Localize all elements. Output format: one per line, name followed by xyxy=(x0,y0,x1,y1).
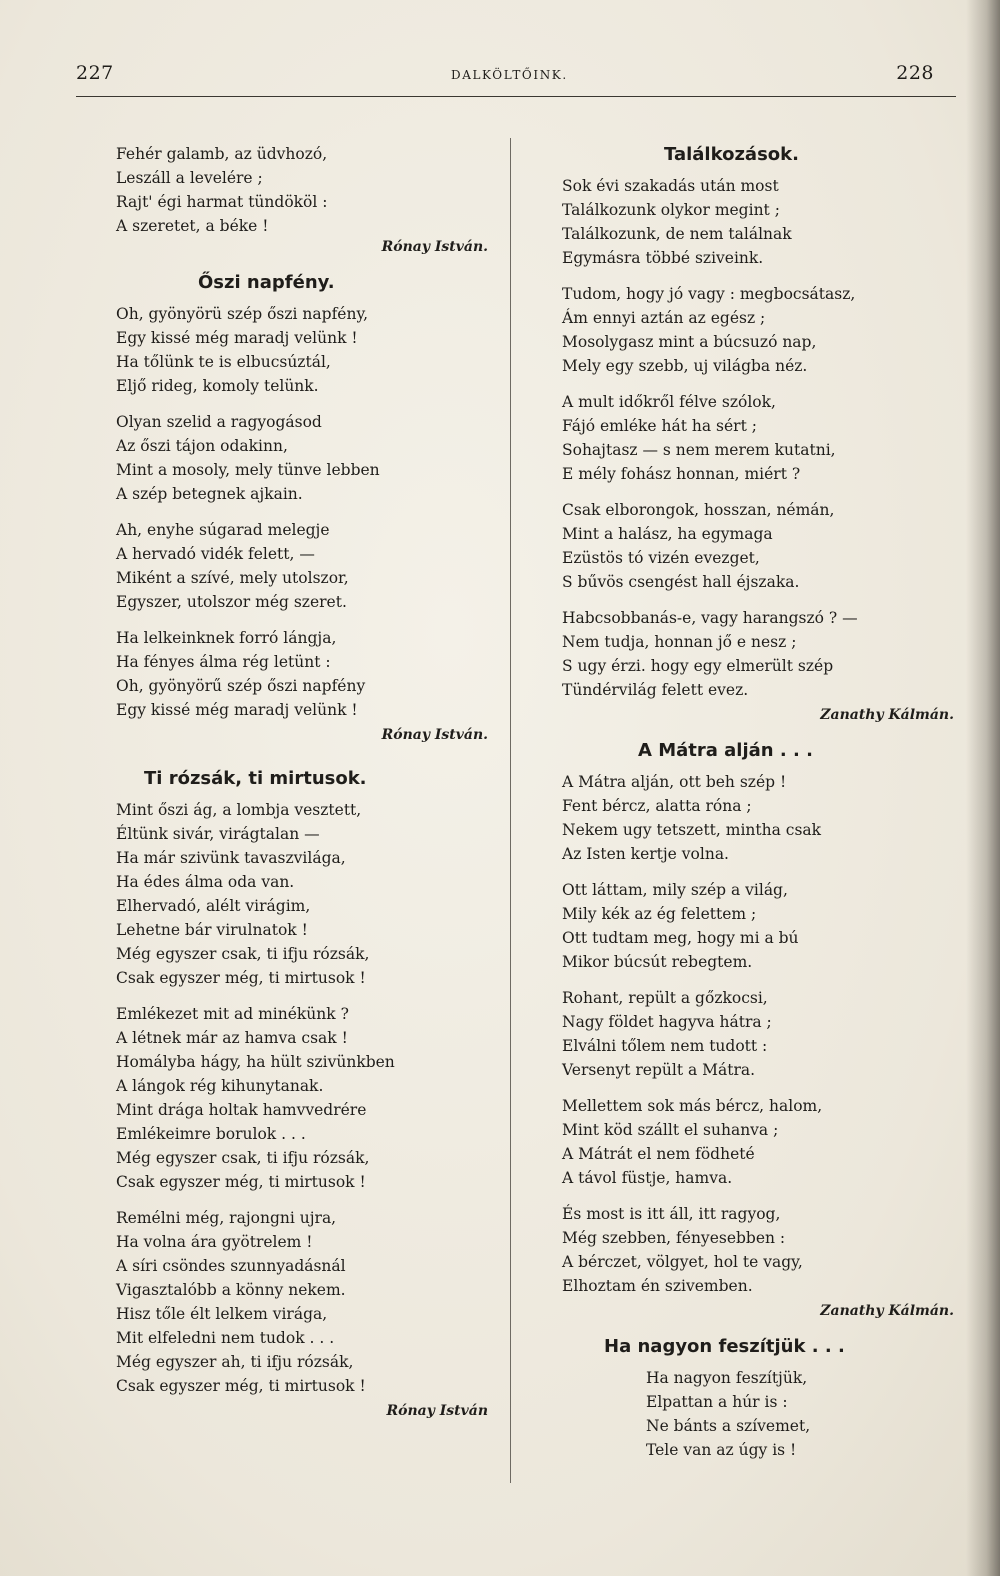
verse-line: Az Isten kertje volna. xyxy=(562,845,729,863)
intro-stanza xyxy=(116,142,488,238)
verse-line: Elpattan a húr is : xyxy=(646,1393,788,1411)
verse-line: Fájó emléke hát ha sért ; xyxy=(562,417,757,435)
running-head: DALKÖLTŐINK. xyxy=(451,68,568,82)
verse-line: S bűvös csengést hall éjszaka. xyxy=(562,573,800,591)
verse-line: Nekem ugy tetszett, mintha csak xyxy=(562,821,822,839)
verse-line: Oh, gyönyörü szép őszi napfény, xyxy=(116,305,369,323)
poem-title: Őszi napfény. xyxy=(198,272,335,293)
poem-stanza xyxy=(116,1206,488,1398)
verse-line: S ugy érzi. hogy egy elmerült szép xyxy=(562,657,834,675)
verse-line: Még egyszer csak, ti ifju rózsák, xyxy=(116,1149,370,1167)
poem-signature: Rónay István xyxy=(386,1403,488,1419)
poem-signature: Zanathy Kálmán. xyxy=(820,1303,954,1319)
page-number-left: 227 xyxy=(76,62,114,84)
poem-title: Találkozások. xyxy=(664,144,799,165)
verse-line: Ha volna ára gyötrelem ! xyxy=(116,1233,313,1251)
verse-line: Ha nagyon feszítjük, xyxy=(646,1369,808,1387)
verse-line: Mely egy szebb, uj világba néz. xyxy=(562,357,808,375)
verse-line: A síri csöndes szunnyadásnál xyxy=(116,1257,346,1275)
verse-line: Csak egyszer még, ti mirtusok ! xyxy=(116,1173,366,1191)
verse-line: Ha tőlünk te is elbucsúztál, xyxy=(116,353,331,371)
verse-line: A távol füstje, hamva. xyxy=(562,1169,733,1187)
verse-line: Ha fényes álma rég letünt : xyxy=(116,653,331,671)
page-edge-shadow xyxy=(966,0,1000,1576)
verse-line: Homályba hágy, ha hült szivünkben xyxy=(116,1053,395,1071)
poem-stanza xyxy=(562,498,954,594)
verse-line: Mikor búcsút rebegtem. xyxy=(562,953,753,971)
verse-line: Tudom, hogy jó vagy : megbocsátasz, xyxy=(562,285,856,303)
verse-line: Tündérvilág felett evez. xyxy=(562,681,749,699)
verse-line: A Mátrát el nem födheté xyxy=(562,1145,755,1163)
verse-line: Mosolygasz mint a búcsuzó nap, xyxy=(562,333,817,351)
poem-stanza xyxy=(116,1002,488,1194)
verse-line: Rajt' égi harmat tündököl : xyxy=(116,193,328,211)
poem-stanza xyxy=(116,302,488,398)
verse-line: Mily kék az ég felettem ; xyxy=(562,905,757,923)
verse-line: Mint drága holtak hamvvedrére xyxy=(116,1101,367,1119)
poem-title: A Mátra alján . . . xyxy=(638,740,813,761)
verse-line: Sok évi szakadás után most xyxy=(562,177,779,195)
verse-line: Ám ennyi aztán az egész ; xyxy=(562,309,766,327)
verse-line: Mint őszi ág, a lombja vesztett, xyxy=(116,801,362,819)
poem-stanza xyxy=(562,390,954,486)
verse-line: Csak egyszer még, ti mirtusok ! xyxy=(116,969,366,987)
verse-line: Ah, enyhe súgarad melegje xyxy=(116,521,330,539)
verse-line: Még szebben, fényesebben : xyxy=(562,1229,786,1247)
verse-line: Hisz tőle élt lelkem virága, xyxy=(116,1305,328,1323)
poem-stanza xyxy=(562,606,954,702)
verse-line: Eljő rideg, komoly telünk. xyxy=(116,377,319,395)
verse-line: Még egyszer csak, ti ifju rózsák, xyxy=(116,945,370,963)
verse-line: Egymásra többé sziveink. xyxy=(562,249,764,267)
left-column xyxy=(116,142,488,1426)
verse-line: Emlékeimre borulok . . . xyxy=(116,1125,306,1143)
verse-line: Egy kissé még maradj velünk ! xyxy=(116,701,358,719)
verse-line: Fehér galamb, az üdvhozó, xyxy=(116,145,328,163)
column-divider xyxy=(510,138,511,1483)
verse-line: Rohant, repült a gőzkocsi, xyxy=(562,989,768,1007)
verse-line: A szép betegnek ajkain. xyxy=(116,485,303,503)
verse-line: Elválni tőlem nem tudott : xyxy=(562,1037,768,1055)
verse-line: E mély fohász honnan, miért ? xyxy=(562,465,801,483)
verse-line: Tele van az úgy is ! xyxy=(646,1441,797,1459)
header-rule xyxy=(76,96,956,97)
verse-line: A hervadó vidék felett, — xyxy=(116,545,315,563)
verse-line: Elhoztam én szivemben. xyxy=(562,1277,753,1295)
verse-line: Találkozunk, de nem találnak xyxy=(562,225,792,243)
poem-signature: Rónay István. xyxy=(381,239,488,255)
verse-line: És most is itt áll, itt ragyog, xyxy=(562,1205,781,1223)
verse-line: Lehetne bár virulnatok ! xyxy=(116,921,308,939)
poem-stanza xyxy=(562,174,954,270)
verse-line: Mint a halász, ha egymaga xyxy=(562,525,773,543)
verse-line: Leszáll a levelére ; xyxy=(116,169,263,187)
verse-line: A szeretet, a béke ! xyxy=(116,217,269,235)
verse-line: A létnek már az hamva csak ! xyxy=(116,1029,348,1047)
verse-line: Fent bércz, alatta róna ; xyxy=(562,797,752,815)
poem-stanza xyxy=(116,518,488,614)
verse-line: Vigasztalóbb a könny nekem. xyxy=(116,1281,346,1299)
verse-line: Még egyszer ah, ti ifju rózsák, xyxy=(116,1353,354,1371)
poem-title: Ti rózsák, ti mirtusok. xyxy=(144,768,367,789)
verse-line: Olyan szelid a ragyogásod xyxy=(116,413,322,431)
verse-line: Miként a szívé, mely utolszor, xyxy=(116,569,349,587)
poem-stanza xyxy=(562,1202,954,1298)
verse-line: Ha már szivünk tavaszvilága, xyxy=(116,849,346,867)
verse-line: Nem tudja, honnan jő e nesz ; xyxy=(562,633,797,651)
verse-line: Ezüstös tó vizén evezget, xyxy=(562,549,760,567)
verse-line: Az őszi tájon odakinn, xyxy=(116,437,288,455)
verse-line: A lángok rég kihunytanak. xyxy=(116,1077,324,1095)
verse-line: Ott tudtam meg, hogy mi a bú xyxy=(562,929,799,947)
verse-line: Remélni még, rajongni ujra, xyxy=(116,1209,337,1227)
verse-line: Ha lelkeinknek forró lángja, xyxy=(116,629,337,647)
verse-line: Találkozunk olykor megint ; xyxy=(562,201,780,219)
verse-line: A mult időkről félve szólok, xyxy=(562,393,776,411)
verse-line: Habcsobbanás-e, vagy harangszó ? — xyxy=(562,609,858,627)
poem-stanza xyxy=(116,410,488,506)
poem-stanza xyxy=(562,1094,954,1190)
verse-line: A Mátra alján, ott beh szép ! xyxy=(562,773,787,791)
poem-signature: Rónay István. xyxy=(381,727,488,743)
verse-line: Emlékezet mit ad minékünk ? xyxy=(116,1005,349,1023)
verse-line: Mint a mosoly, mely tünve lebben xyxy=(116,461,380,479)
verse-line: Egy kissé még maradj velünk ! xyxy=(116,329,358,347)
poem-stanza xyxy=(562,1366,954,1462)
page-header xyxy=(76,62,956,92)
poem-signature: Zanathy Kálmán. xyxy=(820,707,954,723)
verse-line: Mit elfeledni nem tudok . . . xyxy=(116,1329,335,1347)
verse-line: Elhervadó, alélt virágim, xyxy=(116,897,311,915)
verse-line: Ne bánts a szívemet, xyxy=(646,1417,811,1435)
verse-line: A bérczet, völgyet, hol te vagy, xyxy=(562,1253,803,1271)
verse-line: Egyszer, utolszor még szeret. xyxy=(116,593,347,611)
verse-line: Ha édes álma oda van. xyxy=(116,873,295,891)
verse-line: Oh, gyönyörű szép őszi napfény xyxy=(116,677,366,695)
page-number-right: 228 xyxy=(896,62,934,84)
poem-stanza xyxy=(562,878,954,974)
verse-line: Mellettem sok más bércz, halom, xyxy=(562,1097,823,1115)
verse-line: Mint köd szállt el suhanva ; xyxy=(562,1121,779,1139)
poem-stanza xyxy=(562,770,954,866)
verse-line: Csak elborongok, hosszan, némán, xyxy=(562,501,835,519)
verse-line: Ott láttam, mily szép a világ, xyxy=(562,881,788,899)
right-column xyxy=(562,142,954,1474)
verse-line: Csak egyszer még, ti mirtusok ! xyxy=(116,1377,366,1395)
verse-line: Éltünk sivár, virágtalan — xyxy=(116,825,320,843)
poem-stanza xyxy=(116,798,488,990)
poem-title: Ha nagyon feszítjük . . . xyxy=(604,1336,845,1357)
poem-stanza xyxy=(562,986,954,1082)
verse-line: Sohajtasz — s nem merem kutatni, xyxy=(562,441,836,459)
verse-line: Nagy földet hagyva hátra ; xyxy=(562,1013,772,1031)
poem-stanza xyxy=(562,282,954,378)
verse-line: Versenyt repült a Mátra. xyxy=(562,1061,756,1079)
poem-stanza xyxy=(116,626,488,722)
